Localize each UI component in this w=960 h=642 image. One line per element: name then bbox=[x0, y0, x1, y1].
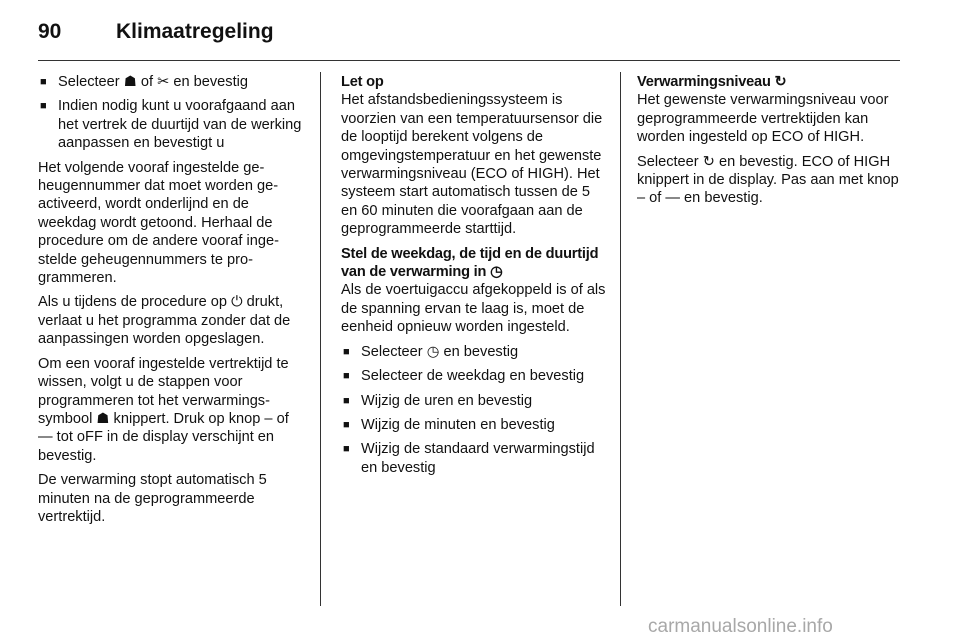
paragraph: Het gewenste verwarmingsniveau voor geprogrammeerde vertrektijden kan worden ingesteld op ECO of HIGH. bbox=[637, 92, 889, 146]
paragraph: Als u tijdens de procedure op ⏻ drukt, verlaat u het programma zonder dat de aanpassingen worden opgeslagen. bbox=[38, 294, 291, 348]
paragraph: Om een vooraf ingestelde vertrektijd te wissen, volgt u de stappen voor programmeren tot het verwarmingssymbool ☗ knippert. Druk op knop – of — tot oFF in de display verschijnt en bevestig. bbox=[38, 355, 289, 464]
paragraph: Het volgende vooraf ingestelde geheugennummer dat moet worden geactiveerd, wordt onderlijnd en de weekdag wordt getoond. Herhaal de procedure om de andere vooraf ingestelde geheugennummers te programmeren. bbox=[38, 159, 279, 287]
list-item: ■ Indien nodig kunt u voorafgaand aan het vertrek de duurtijd van de werking aanpassen en bevestigt u bbox=[38, 97, 306, 152]
list-item: ■ Wijzig de minuten en bevestig bbox=[341, 416, 607, 434]
list-item: ■ Wijzig de standaard verwarmingstijd en bevestig bbox=[341, 440, 607, 477]
list-item: ■ Wijzig de uren en bevestig bbox=[341, 392, 607, 410]
header-rule bbox=[38, 60, 900, 61]
chapter-title: Klimaatregeling bbox=[116, 20, 274, 43]
note-box bbox=[341, 73, 607, 239]
paragraph: Als de voertuigaccu afgekoppeld is of als de spanning ervan te laag is, moet de eenheid opnieuw worden ingesteld. bbox=[341, 282, 606, 336]
page-number: 90 bbox=[38, 20, 62, 43]
paragraph: De verwarming stopt automatisch 5 minuten na de geprogrammeerde vertrektijd. bbox=[38, 472, 267, 525]
column-middle bbox=[341, 73, 607, 483]
note-text: Het afstandsbedieningssysteem is voorzien van een temperatuursensor die de looptijd berekent volgens de omgevingstemperatuur en het gewenste verwarmingsniveau (ECO of HIGH). Het systeem start automatisch tussen de 5 en 60 minuten die voorafgaan aan de geprogrammeerde starttijd. bbox=[341, 92, 603, 238]
column-divider bbox=[620, 72, 621, 606]
column-left bbox=[38, 73, 306, 532]
column-right bbox=[637, 73, 903, 214]
note-title: Let op bbox=[341, 74, 384, 90]
section-heading: Verwarmingsniveau ↻ bbox=[637, 74, 787, 90]
watermark: carmanualsonline.info bbox=[648, 616, 833, 637]
column-divider bbox=[320, 72, 321, 606]
section-heading: Stel de weekdag, de tijd en de duurtijd van de verwarming in ◷ bbox=[341, 245, 599, 281]
list-item: ■ Selecteer de weekdag en bevestig bbox=[341, 367, 607, 385]
list-item: ■ Selecteer ☗ of ✂ en bevestig bbox=[38, 73, 306, 91]
paragraph: Selecteer ↻ en bevestig. ECO of HIGH knippert in de display. Pas aan met knop – of — en bevestig. bbox=[637, 153, 899, 207]
list-item: ■ Selecteer ◷ en bevestig bbox=[341, 343, 607, 361]
